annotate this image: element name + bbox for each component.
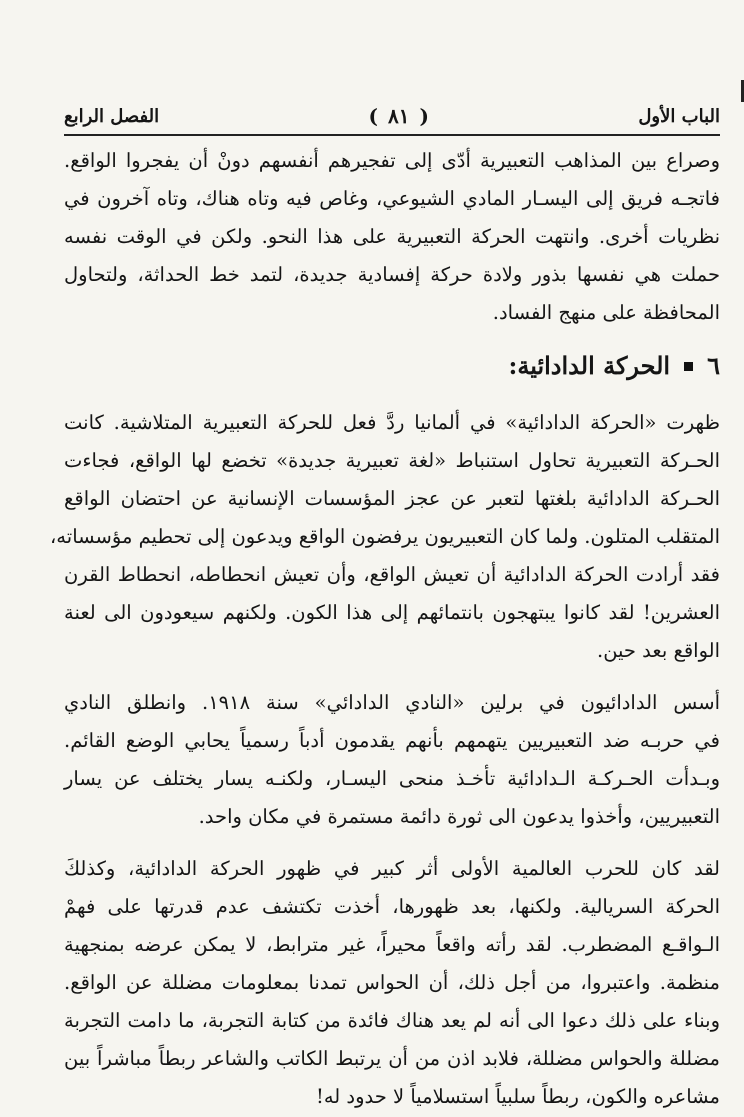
text-line: العشرين! لقد كانوا يبتهجون بانتمائهم إلى هذا الكون. ولكنهم سيعودون الى لعنة (64, 601, 720, 624)
section-heading (64, 336, 720, 396)
text-line: التعبيريين، وأخذوا يدعون الى ثورة دائمة مستمرة في مكان واحد. (198, 805, 720, 828)
section-title: الحركة الدادائية: (508, 351, 671, 380)
page-number (359, 104, 439, 128)
paragraph-2 (64, 684, 720, 836)
text-line: في حربـه ضد التعبيريين يتهمهم بأنهم يقدمون أدباً رسمياً يحابي الوضع القائم. (64, 729, 720, 752)
text-line: منظمة. واعتبروا، من أجل ذلك، أن الحواس تمدنا بمعلومات مضللة عن الواقع. (64, 971, 720, 994)
text-line: فقد أرادت الحركة الدادائية أن تعيش الواقع، وأن تعيش انحطاطه، انحطاط القرن (64, 563, 720, 586)
square-bullet-icon (684, 362, 693, 371)
text-line: الواقع بعد حين. (597, 639, 720, 662)
paragraph-3 (64, 850, 720, 1116)
text-line: الـواقـع المضطرب. لقد رأته واقعاً محيراً، غير مترابط، لا يمكن عرضه بمنجهية (64, 933, 720, 956)
text-line: أسس الدادائيون في برلين «النادي الدادائي» سنة ١٩١٨. وانطلق النادي (64, 691, 720, 714)
header-part-title: الباب الأول (638, 105, 720, 127)
text-line: الحـركة التعبيرية تحاول استنباط «لغة تعبيرية جديدة» تخضع لها الواقع، فجاءت (64, 449, 720, 472)
text-line: فاتجـه فريق إلى اليسـار المادي الشيوعي، وغاص فيه وتاه هناك، وتاه آخرون في (64, 187, 720, 210)
intro-paragraph (64, 142, 720, 332)
text-line: وبـدأت الحـركـة الـدادائية تأخـذ منحى اليسـار، ولكنـه يسار يختلف عن يسار (64, 767, 720, 790)
running-header (64, 98, 720, 136)
page-body (50, 142, 720, 1116)
text-line: المحافظة على منهج الفساد. (492, 301, 720, 324)
text-line: حملت هي نفسها بذور ولادة حركة إفسادية جديدة، لتمد خط الحداثة، ولتحاول (64, 263, 720, 286)
text-line: المتقلب المتلون. ولما كان التعبيريون يرفضون الواقع ويدعون إلى تحطيم مؤسساته، (50, 525, 720, 548)
text-line: مشاعره والكون، ربطاً سلبياً استسلامياً لا حدود له! (316, 1085, 720, 1108)
text-line: الحـركة الدادائية بلغتها لتعبر عن عجز المؤسسات الإنسانية عن احتضان الواقع (64, 487, 720, 510)
header-chapter-title: الفصل الرابع (64, 105, 160, 127)
text-line: وصراع بين المذاهب التعبيرية أدّى إلى تفجيرهم أنفسهم دونْ أن يفجروا الواقع. (64, 149, 720, 172)
page-number-close-paren: ) (368, 104, 378, 128)
section-number: ٦ (707, 351, 720, 380)
text-line: لقد كان للحرب العالمية الأولى أثر كبير في ظهور الحركة الدادائية، وكذلكَ (64, 857, 720, 880)
text-line: نظريات أخرى. وانتهت الحركة التعبيرية على هذا النحو. ولكن في الوقت نفسه (64, 225, 720, 248)
text-line: مضللة والحواس مضللة، فلابد اذن من أن يرتبط الكاتب والشاعر ربطاً مباشراً بين (64, 1047, 720, 1070)
page-number-value: ٨١ (387, 104, 410, 128)
text-line: ظهرت «الحركة الدادائية» في ألمانيا ردَّ فعل للحركة التعبيرية المتلاشية. كانت (64, 411, 720, 434)
page-number-open-paren: ( (419, 104, 429, 128)
paragraph-1 (50, 404, 720, 670)
text-line: الحركة السريالية. ولكنها، بعد ظهورها، أخذت تكتشف عدم قدرتها على فهمْ (64, 895, 720, 918)
text-line: وبناء على ذلك دعوا الى أنه لم يعد هناك فائدة من كتابة التجربة، ما دامت التجربة (64, 1009, 720, 1032)
